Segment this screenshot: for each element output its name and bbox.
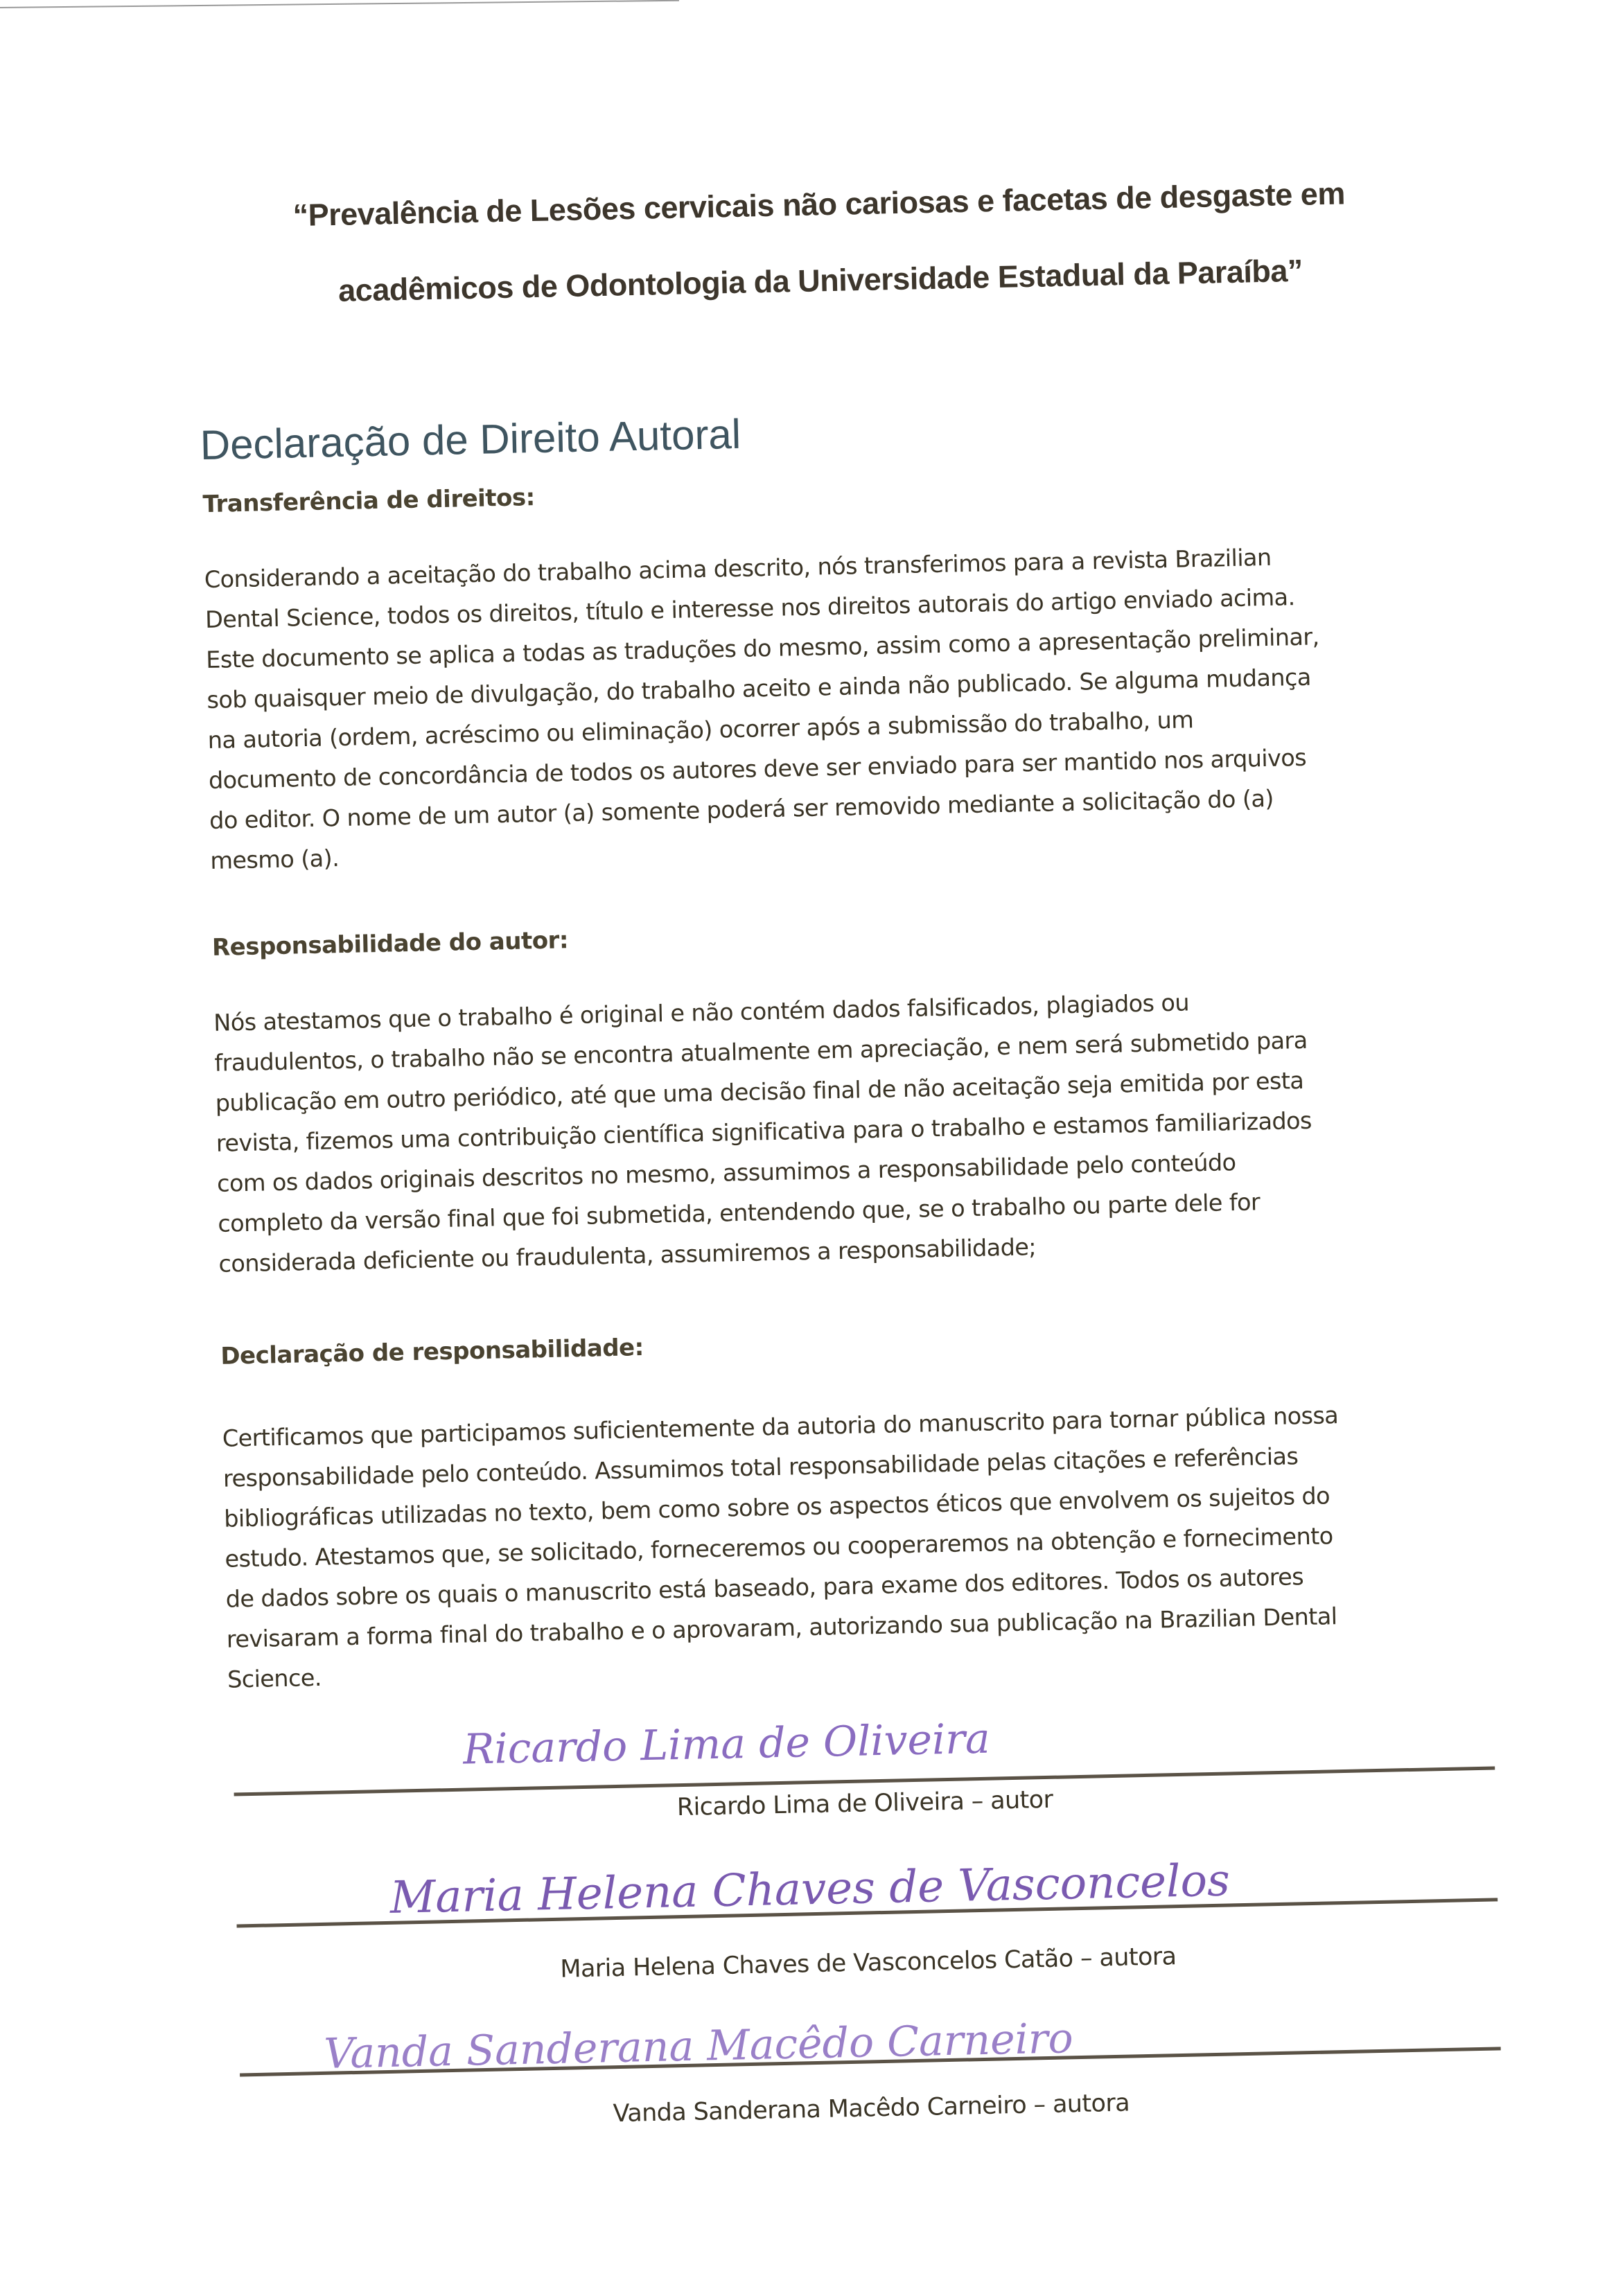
signature-maria-helena: Maria Helena Chaves de Vasconcelos xyxy=(389,1855,1231,1924)
text-line: Dental Science, todos os direitos, título e interesse nos direitos autorais do artigo enviado acima. xyxy=(204,583,1295,634)
article-title-line-1: “Prevalência de Lesões cervicais não cariosas e facetas de desgaste em xyxy=(292,175,1346,233)
text-line: Nós atestamos que o trabalho é original e não contém dados falsificados, plagiados ou xyxy=(213,989,1190,1036)
text-line: revista, fizemos uma contribuição científica significativa para o trabalho e estamos familiarizados xyxy=(216,1106,1312,1157)
text-line: completo da versão final que foi submetida, entendendo que, se o trabalho ou parte dele for xyxy=(217,1188,1261,1237)
text-line: mesmo (a). xyxy=(209,845,340,874)
text-line: publicação em outro periódico, até que uma decisão final de não aceitação seja emitida por esta xyxy=(215,1067,1304,1117)
signer-name-vanda: Vanda Sanderana Macêdo Carneiro – autora xyxy=(613,2089,1130,2128)
signer-name-ricardo: Ricardo Lima de Oliveira – autor xyxy=(676,1785,1053,1822)
text-line: do editor. O nome de um autor (a) somente poderá ser removido mediante a solicitação do (a) xyxy=(209,784,1274,834)
text-line: fraudulentos, o trabalho não se encontra atualmente em apreciação, e nem será submetido para xyxy=(214,1026,1308,1077)
section-body-declaration xyxy=(222,1392,1495,1699)
text-line: de dados sobre os quais o manuscrito está baseado, para exame dos editores. Todos os autores xyxy=(225,1563,1304,1613)
text-line: documento de concordância de todos os autores deve ser enviado para ser mantido nos arquivos xyxy=(208,743,1307,794)
text-line: Science. xyxy=(227,1663,322,1693)
text-line: revisaram a forma final do trabalho e o aprovaram, autorizando sua publicação na Brazilian Dental xyxy=(226,1602,1337,1653)
signature-ricardo: Ricardo Lima de Oliveira xyxy=(462,1714,991,1774)
article-title-line-2: acadêmicos de Odontologia da Universidade Estadual da Paraíba” xyxy=(337,252,1303,308)
text-line: Certificamos que participamos suficientemente da autoria do manuscrito para tornar pública nossa xyxy=(222,1402,1339,1452)
signature-vanda: Vanda Sanderana Macêdo Carneiro xyxy=(323,2014,1074,2078)
section-body-transfer xyxy=(204,533,1478,881)
text-line: considerada deficiente ou fraudulenta, assumiremos a responsabilidade; xyxy=(218,1233,1037,1278)
text-line: com os dados originais descritos no mesmo, assumimos a responsabilidade pelo conteúdo xyxy=(216,1149,1236,1197)
text-line: sob quaisquer meio de divulgação, do trabalho aceito e ainda não publicado. Se alguma mudança xyxy=(207,663,1312,714)
section-title-transfer: Transferência de direitos: xyxy=(202,484,536,519)
text-line: Este documento se aplica a todas as traduções do mesmo, assim como a apresentação preliminar, xyxy=(205,623,1319,674)
page-heading: Declaração de Direito Autoral xyxy=(200,410,741,469)
section-title-author-responsibility: Responsabilidade do autor: xyxy=(211,926,569,962)
text-line: Considerando a aceitação do trabalho acima descrito, nós transferimos para a revista Brazilian xyxy=(204,543,1272,594)
text-line: responsabilidade pelo conteúdo. Assumimos total responsabilidade pelas citações e referências xyxy=(222,1442,1299,1492)
section-title-declaration: Declaração de responsabilidade: xyxy=(220,1334,644,1370)
signer-name-maria-helena: Maria Helena Chaves de Vasconcelos Catão – autora xyxy=(559,1943,1177,1984)
text-line: bibliográficas utilizadas no texto, bem como sobre os aspectos éticos que envolvem os sujeitos do xyxy=(223,1482,1330,1533)
section-body-author-responsibility xyxy=(213,977,1487,1284)
text-line: estudo. Atestamos que, se solicitado, forneceremos ou cooperaremos na obtenção e fornecimento xyxy=(225,1522,1333,1573)
text-line: na autoria (ordem, acréscimo ou eliminação) ocorrer após a submissão do trabalho, um xyxy=(207,706,1194,754)
